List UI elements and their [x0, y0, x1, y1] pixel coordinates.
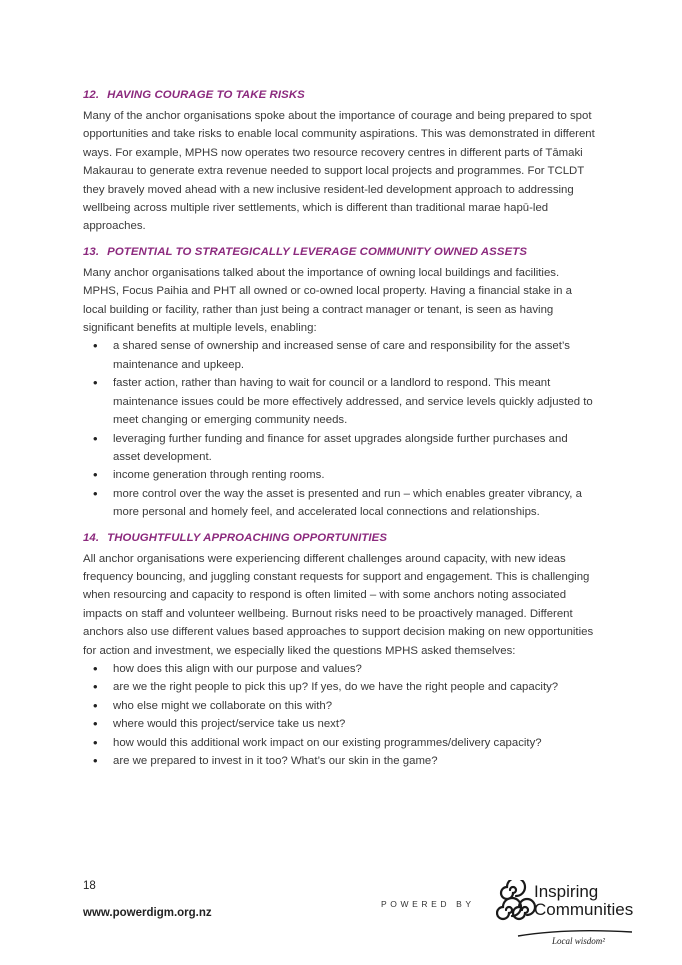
website-link[interactable]: www.powerdigm.org.nz: [83, 907, 212, 919]
bullet-item: • how would this additional work impact on our existing programmes/delivery capacity?: [83, 734, 598, 752]
logo-tagline: Local wisdom²: [552, 936, 605, 946]
bullet-item: • where would this project/service take us next?: [83, 715, 598, 733]
section-title: POTENTIAL TO STRATEGICALLY LEVERAGE COMMUNITY OWNED ASSETS: [107, 245, 528, 258]
section-heading: [83, 88, 598, 103]
logo-line-2: Communities: [534, 900, 634, 919]
bullet-list: [83, 337, 598, 521]
bullet-item: • faster action, rather than having to wait for council or a landlord to respond. This meant maintenance issues could be more effectively addressed, and service levels quickly adjusted to meet changing or emerging community needs.: [83, 374, 598, 429]
body-paragraph: Many anchor organisations talked about the importance of owning local buildings and facilities. MPHS, Focus Paihia and PHT all owned or co-owned local property. Having a financial stake in a local building or facility, rather than just being a contract manager or tenant, is seen as having significant benefits at multiple levels, enabling:: [83, 266, 572, 335]
body-paragraph: Many of the anchor organisations spoke about the importance of courage and being prepared to spot opportunities and take risks to enable local community aspirations. This was demonstrated in different ways. For example, MPHS now operates two resource recovery centres in different parts of Tāmaki Makaurau to generate extra revenue needed to support local projects and programmes. For TCLDT they bravely moved ahead with a new inclusive resident-led development approach to addressing wellbeing across multiple river settlements, which is different than traditional marae hapū-led approaches.: [83, 110, 595, 233]
section-14: [83, 531, 598, 771]
bullet-item: • income generation through renting rooms.: [83, 466, 598, 484]
bullet-list: [83, 660, 598, 770]
page-content: [83, 88, 598, 779]
section-number: 12.: [83, 89, 100, 101]
section-13: [83, 245, 598, 522]
bullet-item: • leveraging further funding and finance for asset upgrades alongside further purchases and asset development.: [83, 430, 598, 467]
powered-by-label: POWERED BY: [381, 899, 475, 909]
bullet-item: • how does this align with our purpose and values?: [83, 660, 598, 678]
bullet-item: • who else might we collaborate on this with?: [83, 697, 598, 715]
body-paragraph: All anchor organisations were experiencing different challenges around capacity, with new ideas frequency bouncing, and juggling constant requests for support and engagement. This is challenging when resourcing and capacity to respond is often limited – with some anchors noting associated impacts on staff and volunteer wellbeing. Burnout risks need to be proactively managed. Different anchors also use different values based approaches to support decision making on new opportunities for action and investment, we especially liked the questions MPHS asked themselves:: [83, 552, 594, 657]
bullet-item: • are we prepared to invest in it too? What’s our skin in the game?: [83, 752, 598, 770]
section-heading: [83, 531, 598, 546]
logo-wordmark: [534, 883, 633, 919]
section-title: THOUGHTFULLY APPROACHING OPPORTUNITIES: [107, 531, 388, 544]
section-number: 13.: [83, 245, 100, 258]
section-title: HAVING COURAGE TO TAKE RISKS: [107, 89, 305, 101]
bullet-item: • are we the right people to pick this up? If yes, do we have the right people and capacity?: [83, 678, 598, 696]
section-12: [83, 88, 598, 236]
inspiring-communities-logo: [496, 880, 636, 950]
section-number: 14.: [83, 531, 100, 544]
logo-line-1: Inspiring: [534, 882, 599, 901]
bullet-item: • a shared sense of ownership and increased sense of care and responsibility for the asset’s maintenance and upkeep.: [83, 337, 598, 374]
spiral-logo-icon: [496, 880, 538, 928]
bullet-item: • more control over the way the asset is presented and run – which enables greater vibrancy, a more personal and homely feel, and accelerated local connections and relationships.: [83, 485, 598, 522]
section-heading: [83, 245, 598, 260]
page-number: 18: [83, 880, 96, 892]
